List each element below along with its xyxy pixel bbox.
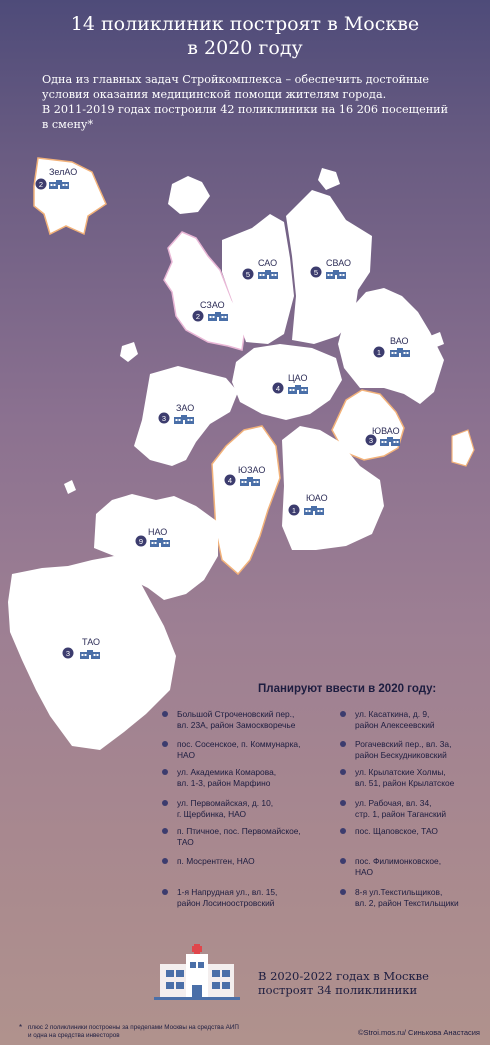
svg-text:ЮАО: ЮАО: [306, 493, 328, 503]
svg-text:1: 1: [291, 505, 297, 515]
intro-line-1: Одна из главных задач Стройкомплекса – обеспечить достойные: [42, 73, 430, 86]
bullet-icon: [162, 858, 168, 864]
svg-text:3: 3: [65, 648, 71, 658]
svg-text:ЮЗАО: ЮЗАО: [238, 465, 266, 475]
plan-item-left-3: ул. Академика Комарова, вл. 1-3, район Марфино: [162, 767, 337, 788]
svg-text:3: 3: [161, 413, 167, 423]
bullet-icon: [162, 769, 168, 775]
svg-text:СВАО: СВАО: [326, 258, 352, 268]
svg-text:5: 5: [313, 267, 319, 277]
plan-item-left-1: Большой Строченовский пер., вл. 23А, район Замоскворечье: [162, 709, 337, 730]
hospital-icon: [154, 944, 240, 1000]
bullet-icon: [162, 741, 168, 747]
svg-text:СЗАО: СЗАО: [200, 300, 225, 310]
district-fragment: [452, 430, 474, 466]
svg-text:НАО: НАО: [148, 527, 168, 537]
district-fragment: [168, 176, 210, 214]
bullet-icon: [162, 889, 168, 895]
district-fragment: [318, 168, 340, 190]
svg-text:ВАО: ВАО: [390, 336, 409, 346]
svg-text:5: 5: [245, 269, 251, 279]
svg-text:4: 4: [227, 475, 233, 485]
footnote-star: *: [19, 1023, 23, 1032]
plan-item-right-1: ул. Касаткина, д. 9, район Алексеевский: [340, 709, 490, 730]
svg-text:2: 2: [38, 179, 44, 189]
plan-item-right-5: пос. Щаповское, ТАО: [340, 826, 490, 837]
svg-text:1: 1: [376, 347, 382, 357]
intro-line-2: условия оказания медицинской помощи жителям города.: [42, 88, 387, 101]
plan-item-right-6: пос. Филимонковское, НАО: [340, 856, 490, 877]
svg-text:ЦАО: ЦАО: [288, 373, 308, 383]
plan-item-right-4: ул. Рабочая, вл. 34, стр. 1, район Таганский: [340, 798, 490, 819]
plan-item-left-7: 1-я Напрудная ул., вл. 15, район Лосиноостровский: [162, 887, 337, 908]
district-fragment: [64, 480, 76, 494]
svg-text:ТАО: ТАО: [82, 637, 101, 647]
district-yuzao[interactable]: [212, 426, 280, 574]
summary-line-1: В 2020-2022 годах в Москве: [258, 969, 429, 983]
svg-text:2: 2: [195, 311, 201, 321]
svg-text:ЮВАО: ЮВАО: [372, 426, 400, 436]
plan-item-right-7: 8-я ул.Текстильщиков, вл. 2, район Текстильщики: [340, 887, 490, 908]
bullet-icon: [340, 889, 346, 895]
plan-item-left-6: п. Мосрентген, НАО: [162, 856, 337, 867]
bullet-icon: [340, 711, 346, 717]
plan-item-left-4: ул. Первомайская, д. 10, г. Щербинка, НАО: [162, 798, 337, 819]
svg-text:4: 4: [275, 383, 281, 393]
bullet-icon: [162, 711, 168, 717]
svg-text:САО: САО: [258, 258, 278, 268]
title-line-2: в 2020 году: [187, 37, 303, 59]
bullet-icon: [340, 828, 346, 834]
district-cao[interactable]: [232, 344, 342, 420]
bullet-icon: [340, 741, 346, 747]
plan-item-right-3: ул. Крылатские Холмы, вл. 51, район Крылатское: [340, 767, 490, 788]
svg-text:ЗелАО: ЗелАО: [49, 167, 78, 177]
plan-item-left-5: п. Птичное, пос. Первомайское, ТАО: [162, 826, 337, 847]
svg-text:9: 9: [138, 536, 144, 546]
district-fragment: [120, 342, 138, 362]
intro-line-4: в смену*: [42, 118, 94, 131]
bullet-icon: [162, 800, 168, 806]
plan-title: Планируют ввести в 2020 году:: [258, 683, 437, 695]
bullet-icon: [340, 769, 346, 775]
footnote: [28, 1024, 268, 1039]
summary-text: [258, 969, 478, 997]
plan-item-left-2: пос. Сосенское, п. Коммунарка, НАО: [162, 739, 337, 760]
plan-item-right-2: Рогачевский пер., вл. 3а, район Бескудниковский: [340, 739, 490, 760]
summary-line-2: построят 34 поликлиники: [258, 983, 418, 997]
svg-text:ЗАО: ЗАО: [176, 403, 195, 413]
title-line-1: 14 поликлиник построят в Москве: [70, 13, 420, 35]
svg-text:3: 3: [368, 435, 374, 445]
bullet-icon: [340, 800, 346, 806]
footnote-line-1: плюс 2 поликлиники построены за пределами Москвы на средства АИП: [28, 1024, 239, 1031]
credit: ©Stroi.mos.ru/ Синькова Анастасия: [357, 1028, 480, 1037]
bullet-icon: [340, 858, 346, 864]
bullet-icon: [162, 828, 168, 834]
intro-line-3: В 2011-2019 годах построили 42 поликлиники на 16 206 посещений: [42, 103, 449, 116]
footnote-line-2: и одна на средства инвесторов: [28, 1031, 120, 1039]
district-vao[interactable]: [338, 288, 444, 404]
